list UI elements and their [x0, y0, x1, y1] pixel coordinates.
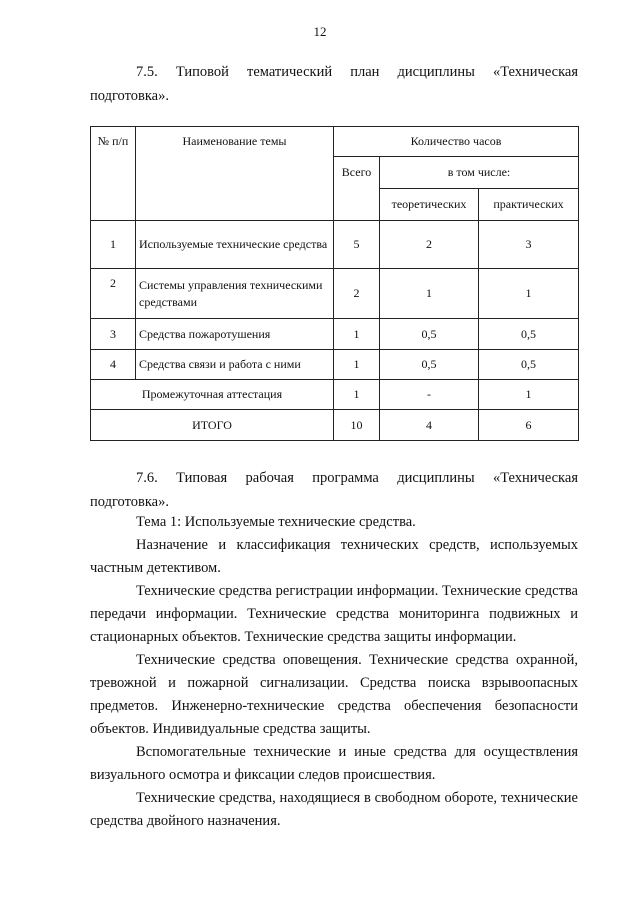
topic-title: Тема 1: Используемые технические средства.: [136, 514, 416, 530]
row-theory: 0,5: [380, 350, 479, 380]
section-heading-7-6-line2: подготовка».: [90, 494, 169, 510]
summary-total: 10: [334, 410, 380, 441]
row-total: 1: [334, 350, 380, 380]
program-body: [90, 511, 578, 833]
row-topic: Системы управления техническими средствами: [136, 269, 334, 319]
row-practice: 1: [479, 269, 579, 319]
row-total: 5: [334, 221, 380, 269]
header-hours: Количество часов: [334, 127, 579, 157]
row-num: 3: [91, 319, 136, 350]
row-theory: 2: [380, 221, 479, 269]
section-heading-7-6-line1: 7.6. Типовая рабочая программа дисциплины «Техническая: [136, 470, 578, 486]
section-heading-7-6: [90, 466, 578, 514]
attestation-total: 1: [334, 380, 380, 410]
row-topic: Средства пожаротушения: [136, 319, 334, 350]
row-practice: 0,5: [479, 319, 579, 350]
paragraph: Технические средства оповещения. Технические средства охранной, тревожной и пожарной сигнализации. Средства поиска взрывоопасных предметов. Инженерно-технические средства обеспечения безопасности объектов. Индивидуальные средства защиты.: [90, 652, 578, 737]
row-theory: 0,5: [380, 319, 479, 350]
header-theoretical: теоретических: [380, 189, 479, 221]
attestation-practice: 1: [479, 380, 579, 410]
section-heading-7-5: [90, 60, 578, 108]
header-practical: практических: [479, 189, 579, 221]
summary-label: ИТОГО: [91, 410, 334, 441]
table-row: [91, 350, 579, 380]
summary-row: [91, 410, 579, 441]
row-topic: Используемые технические средства: [136, 221, 334, 269]
row-num: 2: [91, 269, 136, 319]
row-num: 4: [91, 350, 136, 380]
row-practice: 0,5: [479, 350, 579, 380]
summary-practice: 6: [479, 410, 579, 441]
summary-theory: 4: [380, 410, 479, 441]
section-heading-7-5-line2: подготовка».: [90, 88, 169, 104]
table-row: [91, 221, 579, 269]
table-row: [91, 319, 579, 350]
attestation-row: [91, 380, 579, 410]
paragraph: Вспомогательные технические и иные средства для осуществления визуального осмотра и фиксации следов происшествия.: [90, 744, 578, 783]
section-heading-7-5-line1: 7.5. Типовой тематический план дисциплины «Техническая: [136, 64, 578, 80]
header-topic: Наименование темы: [136, 127, 334, 221]
thematic-plan-table: [90, 126, 579, 441]
row-total: 2: [334, 269, 380, 319]
header-including: в том числе:: [380, 157, 579, 189]
paragraph: Назначение и классификация технических средств, используемых частным детективом.: [90, 537, 578, 576]
row-total: 1: [334, 319, 380, 350]
header-num: № п/п: [91, 127, 136, 221]
header-total: Всего: [334, 157, 380, 221]
row-theory: 1: [380, 269, 479, 319]
attestation-label: Промежуточная аттестация: [91, 380, 334, 410]
paragraph: Технические средства регистрации информации. Технические средства передачи информации. Технические средства мониторинга подвижных и стационарных объектов. Технические средства защиты информации.: [90, 583, 578, 645]
paragraph: Технические средства, находящиеся в свободном обороте, технические средства двойного назначения.: [90, 790, 578, 829]
table-row: [91, 269, 579, 319]
attestation-theory: -: [380, 380, 479, 410]
row-practice: 3: [479, 221, 579, 269]
row-topic: Средства связи и работа с ними: [136, 350, 334, 380]
page-number: 12: [313, 24, 327, 39]
row-num: 1: [91, 221, 136, 269]
